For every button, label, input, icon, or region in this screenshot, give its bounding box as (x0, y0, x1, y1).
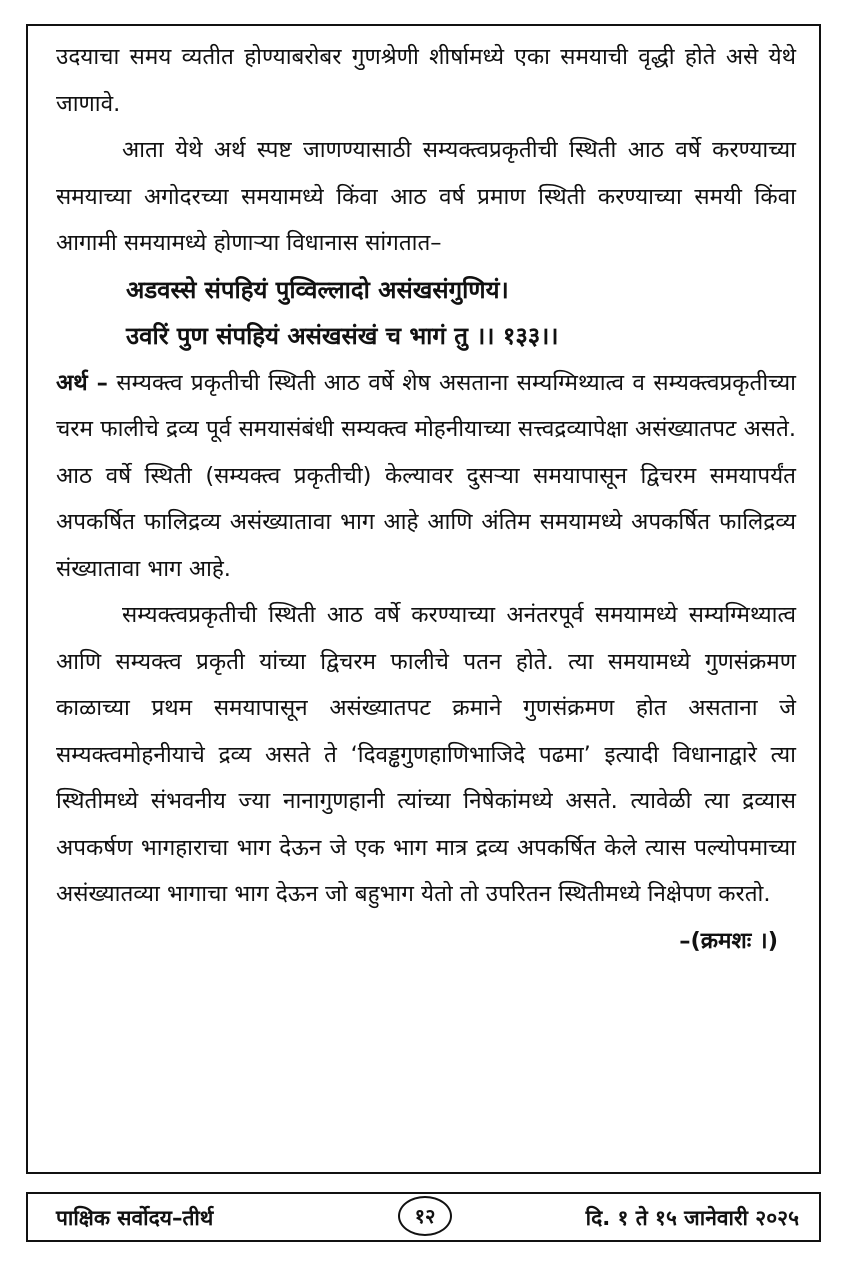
meaning-label: अर्थ – (56, 369, 108, 396)
meaning-text: सम्यक्त्व प्रकृतीची स्थिती आठ वर्षे शेष असताना सम्यग्मिथ्यात्व व सम्यक्त्वप्रकृतीच्या चरम फालीचे द्रव्य पूर्व समयासंबंधी सम्यक्त्व मोहनीयाच्या सत्त्वद्रव्यापेक्षा असंख्यातपट असते. आठ वर्षे स्थिती (सम्यक्त्व प्रकृतीची) केल्यावर दुसऱ्या समयापासून द्विचरम समयापर्यंत अपकर्षित फालिद्रव्य असंख्यातावा भाग आहे आणि अंतिम समयामध्ये अपकर्षित फालिद्रव्य संख्यातावा भाग आहे. (56, 369, 796, 582)
paragraph-3: सम्यक्त्वप्रकृतीची स्थिती आठ वर्षे करण्याच्या अनंतरपूर्व समयामध्ये सम्यग्मिथ्यात्व आणि सम्यक्त्व प्रकृती यांच्या द्विचरम फालीचे पतन होते. त्या समयामध्ये गुणसंक्रमण काळाच्या प्रथम समयापासून असंख्यातपट क्रमाने गुणसंक्रमण होत असताना जे सम्यक्त्वमोहनीयाचे द्रव्य असते ते ‘दिवड्ढगुणहाणिभाजिदे पढमा’ इत्यादी विधानाद्वारे त्या स्थितीमध्ये संभवनीय ज्या नानागुणहानी त्यांच्या निषेकांमध्ये असते. त्यावेळी त्या द्रव्यास अपकर्षण भागहाराचा भाग देऊन जे एक भाग मात्र द्रव्य अपकर्षित केले त्यास पल्योपमाच्या असंख्यातव्या भागाचा भाग देऊन जो बहुभाग येतो तो उपरितन स्थितीमध्ये निक्षेपण करतो. (56, 602, 796, 907)
verse-line-1: अडवस्से संपहियं पुव्विल्लादो असंखसंगुणियं। (126, 275, 509, 304)
paragraph-1: उदयाचा समय व्यतीत होण्याबरोबर गुणश्रेणी शीर्षामध्ये एका समयाची वृद्धी होते असे येथे जाणावे. (56, 44, 796, 117)
paragraph-2: आता येथे अर्थ स्पष्ट जाणण्यासाठी सम्यक्त्वप्रकृतीची स्थिती आठ वर्षे करण्याच्या समयाच्या अगोदरच्या समयामध्ये किंवा आठ वर्ष प्रमाण स्थिती करण्याच्या समयी किंवा आगामी समयामध्ये होणाऱ्या विधानास सांगतात– (56, 137, 796, 256)
continued-note: –(क्रमशः ।) (679, 927, 778, 954)
issue-date: दि. १ ते १५ जानेवारी २०२५ (585, 1206, 799, 1230)
page-footer (26, 1192, 821, 1242)
publication-name: पाक्षिक सर्वोदय–तीर्थ (56, 1206, 214, 1230)
meaning-paragraph (56, 360, 796, 593)
page-body (56, 34, 796, 964)
verse-line-2: उवरिं पुण संपहियं असंखसंखं च भागं तु ।। १३३।। (126, 322, 559, 350)
page-number: १२ (398, 1196, 452, 1236)
